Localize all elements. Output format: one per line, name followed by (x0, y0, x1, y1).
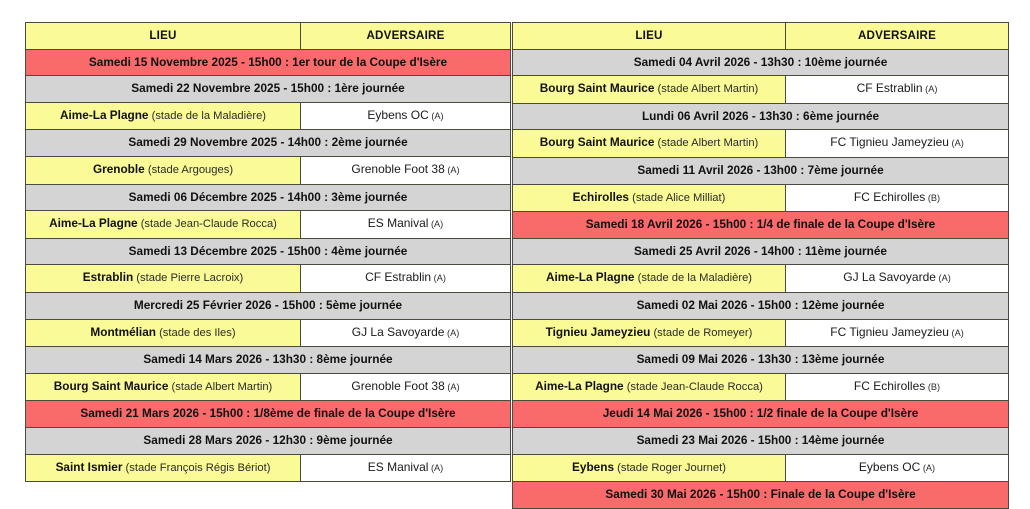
opponent-name: CF Estrablin (365, 270, 432, 285)
table-left-body (26, 49, 511, 482)
match-opponent-cell (786, 76, 1009, 104)
match-venue-cell (513, 184, 786, 212)
matchday-banner-text: Samedi 06 Décembre 2025 - 14h00 : 3ème journée (26, 184, 511, 211)
stadium-name: (stade Pierre Lacroix) (133, 272, 244, 285)
cup-banner-text: Samedi 15 Novembre 2025 - 15h00 : 1er tour de la Coupe d'Isère (26, 49, 511, 76)
match-row (513, 76, 1009, 104)
stadium-name: (stade Alice Milliat) (629, 191, 726, 204)
match-opponent-cell (301, 373, 511, 401)
match-venue-cell (513, 454, 786, 482)
match-row (513, 373, 1009, 401)
opponent-name: ES Manival (367, 459, 429, 474)
host-club-name: Aime-La Plagne (59, 107, 149, 122)
opponent-team-level: (A) (444, 381, 460, 392)
match-row (26, 373, 511, 401)
match-venue-cell (26, 156, 301, 184)
matchday-banner-text: Samedi 29 Novembre 2025 - 14h00 : 2ème journée (26, 130, 511, 157)
opponent-team-level: (A) (428, 219, 444, 230)
match-opponent-cell (301, 156, 511, 184)
host-club-name: Aime-La Plagne (545, 270, 635, 285)
matchday-banner-text: Samedi 23 Mai 2026 - 15h00 : 14ème journée (513, 427, 1009, 454)
cup-banner-row (26, 49, 511, 76)
matchday-banner-row (26, 238, 511, 265)
matchday-banner-row (513, 347, 1009, 374)
match-row (26, 319, 511, 347)
opponent-name: Grenoble Foot 38 (351, 378, 445, 393)
column-header-lieu: LIEU (513, 23, 786, 50)
opponent-team-level: (A) (948, 138, 964, 149)
host-club-name: Saint Ismier (55, 459, 123, 474)
column-header-lieu: LIEU (26, 23, 301, 50)
match-opponent-cell (786, 265, 1009, 293)
opponent-team-level: (A) (444, 327, 460, 338)
column-header-adversaire: ADVERSAIRE (301, 23, 511, 50)
match-venue-cell (26, 211, 301, 239)
match-row (26, 265, 511, 293)
cup-banner-row (513, 401, 1009, 428)
match-opponent-cell (786, 454, 1009, 482)
opponent-team-level: (A) (431, 273, 446, 284)
match-venue-cell (26, 454, 301, 482)
matchday-banner-text: Samedi 28 Mars 2026 - 12h30 : 9ème journée (26, 427, 511, 454)
opponent-name: GJ La Savoyarde (843, 270, 936, 285)
match-row (26, 156, 511, 184)
host-club-name: Eybens (572, 459, 615, 474)
match-row (26, 102, 511, 130)
stadium-name: (stade Albert Martin) (654, 83, 759, 96)
opponent-team-level: (A) (428, 110, 444, 121)
host-club-name: Montmélian (90, 324, 156, 339)
match-row (513, 319, 1009, 347)
calendar-table-right (512, 22, 1009, 509)
opponent-name: Eybens OC (858, 459, 921, 474)
table-left-header (26, 23, 511, 50)
host-club-name: Tignieu Jameyzieu (545, 324, 651, 339)
match-row (26, 211, 511, 239)
opponent-team-level: (A) (920, 462, 936, 473)
host-club-name: Grenoble (92, 161, 145, 176)
host-club-name: Estrablin (82, 270, 134, 285)
stadium-name: (stade François Régis Bériot) (122, 461, 271, 474)
matchday-banner-text: Samedi 25 Avril 2026 - 14h00 : 11ème journée (513, 238, 1009, 265)
cup-banner-row (513, 212, 1009, 239)
matchday-banner-row (26, 347, 511, 374)
matchday-banner-row (26, 130, 511, 157)
match-venue-cell (513, 265, 786, 293)
host-club-name: Bourg Saint Maurice (539, 135, 655, 150)
match-opponent-cell (301, 319, 511, 347)
match-venue-cell (513, 373, 786, 401)
opponent-name: FC Echirolles (853, 378, 926, 393)
opponent-team-level: (A) (922, 84, 938, 95)
stadium-name: (stade Jean-Claude Rocca) (137, 218, 277, 231)
opponent-name: FC Tignieu Jameyzieu (830, 324, 949, 339)
matchday-banner-row (513, 157, 1009, 184)
cup-banner-text: Samedi 30 Mai 2026 - 15h00 : Finale de la Coupe d'Isère (513, 482, 1009, 509)
opponent-name: GJ La Savoyarde (351, 324, 445, 339)
opponent-team-level: (A) (948, 327, 964, 338)
opponent-team-level: (A) (444, 164, 460, 175)
calendar-table-left (25, 22, 511, 482)
matchday-banner-row (513, 292, 1009, 319)
host-club-name: Aime-La Plagne (49, 216, 138, 231)
matchday-banner-row (513, 238, 1009, 265)
stadium-name: (stade de la Maladière) (634, 272, 753, 285)
match-opponent-cell (301, 102, 511, 130)
matchday-banner-row (513, 427, 1009, 454)
opponent-name: FC Echirolles (853, 189, 926, 204)
matchday-banner-row (26, 292, 511, 319)
match-opponent-cell (786, 373, 1009, 401)
header-row (26, 23, 511, 50)
matchday-banner-row (26, 76, 511, 103)
matchday-banner-row (26, 427, 511, 454)
match-row (513, 130, 1009, 158)
opponent-team-level: (B) (925, 192, 941, 203)
stadium-name: (stade des Iles) (155, 326, 236, 339)
opponent-team-level: (B) (925, 381, 941, 392)
match-row (513, 265, 1009, 293)
header-row (513, 23, 1009, 50)
cup-banner-text: Jeudi 14 Mai 2026 - 15h00 : 1/2 finale de la Coupe d'Isère (513, 401, 1009, 428)
matchday-banner-text: Mercredi 25 Février 2026 - 15h00 : 5ème journée (26, 292, 511, 319)
cup-banner-text: Samedi 18 Avril 2026 - 15h00 : 1/4 de finale de la Coupe d'Isère (513, 212, 1009, 239)
stadium-name: (stade Albert Martin) (654, 137, 759, 150)
match-opponent-cell (301, 454, 511, 482)
stadium-name: (stade Roger Journet) (614, 461, 726, 474)
matchday-banner-text: Lundi 06 Avril 2026 - 13h30 : 6ème journée (513, 103, 1009, 130)
matchday-banner-text: Samedi 14 Mars 2026 - 13h30 : 8ème journée (26, 347, 511, 374)
match-venue-cell (26, 102, 301, 130)
opponent-name: Grenoble Foot 38 (351, 161, 445, 176)
stadium-name: (stade Albert Martin) (168, 380, 273, 393)
matchday-banner-row (513, 49, 1009, 76)
column-header-adversaire: ADVERSAIRE (786, 23, 1009, 50)
opponent-team-level: (A) (935, 273, 951, 284)
match-venue-cell (26, 319, 301, 347)
match-opponent-cell (786, 319, 1009, 347)
match-opponent-cell (786, 184, 1009, 212)
host-club-name: Bourg Saint Maurice (539, 81, 655, 96)
opponent-team-level: (A) (428, 462, 444, 473)
stadium-name: (stade Jean-Claude Rocca) (623, 380, 763, 393)
match-venue-cell (26, 373, 301, 401)
match-venue-cell (513, 130, 786, 158)
table-right-header (513, 23, 1009, 50)
cup-banner-row (513, 482, 1009, 509)
host-club-name: Aime-La Plagne (535, 378, 624, 393)
stadium-name: (stade de Romeyer) (650, 326, 753, 339)
opponent-name: CF Estrablin (856, 81, 923, 96)
matchday-banner-text: Samedi 09 Mai 2026 - 13h30 : 13ème journée (513, 347, 1009, 374)
match-venue-cell (513, 319, 786, 347)
stadium-name: (stade de la Maladière) (148, 109, 267, 122)
matchday-banner-text: Samedi 11 Avril 2026 - 13h00 : 7ème journée (513, 157, 1009, 184)
match-opponent-cell (786, 130, 1009, 158)
opponent-name: ES Manival (367, 216, 429, 231)
match-venue-cell (513, 76, 786, 104)
cup-banner-row (26, 401, 511, 428)
match-row (513, 184, 1009, 212)
table-right-body (513, 49, 1009, 508)
host-club-name: Bourg Saint Maurice (53, 378, 169, 393)
matchday-banner-row (26, 184, 511, 211)
match-row (513, 454, 1009, 482)
matchday-banner-row (513, 103, 1009, 130)
stadium-name: (stade Argouges) (144, 163, 234, 176)
match-opponent-cell (301, 265, 511, 293)
opponent-name: FC Tignieu Jameyzieu (830, 135, 949, 150)
opponent-name: Eybens OC (367, 107, 429, 122)
match-opponent-cell (301, 211, 511, 239)
matchday-banner-text: Samedi 04 Avril 2026 - 13h30 : 10ème journée (513, 49, 1009, 76)
matchday-banner-text: Samedi 22 Novembre 2025 - 15h00 : 1ère journée (26, 76, 511, 103)
matchday-banner-text: Samedi 13 Décembre 2025 - 15h00 : 4ème journée (26, 238, 511, 265)
match-venue-cell (26, 265, 301, 293)
match-row (26, 454, 511, 482)
host-club-name: Echirolles (572, 189, 629, 204)
matchday-banner-text: Samedi 02 Mai 2026 - 15h00 : 12ème journée (513, 292, 1009, 319)
cup-banner-text: Samedi 21 Mars 2026 - 15h00 : 1/8ème de finale de la Coupe d'Isère (26, 401, 511, 428)
